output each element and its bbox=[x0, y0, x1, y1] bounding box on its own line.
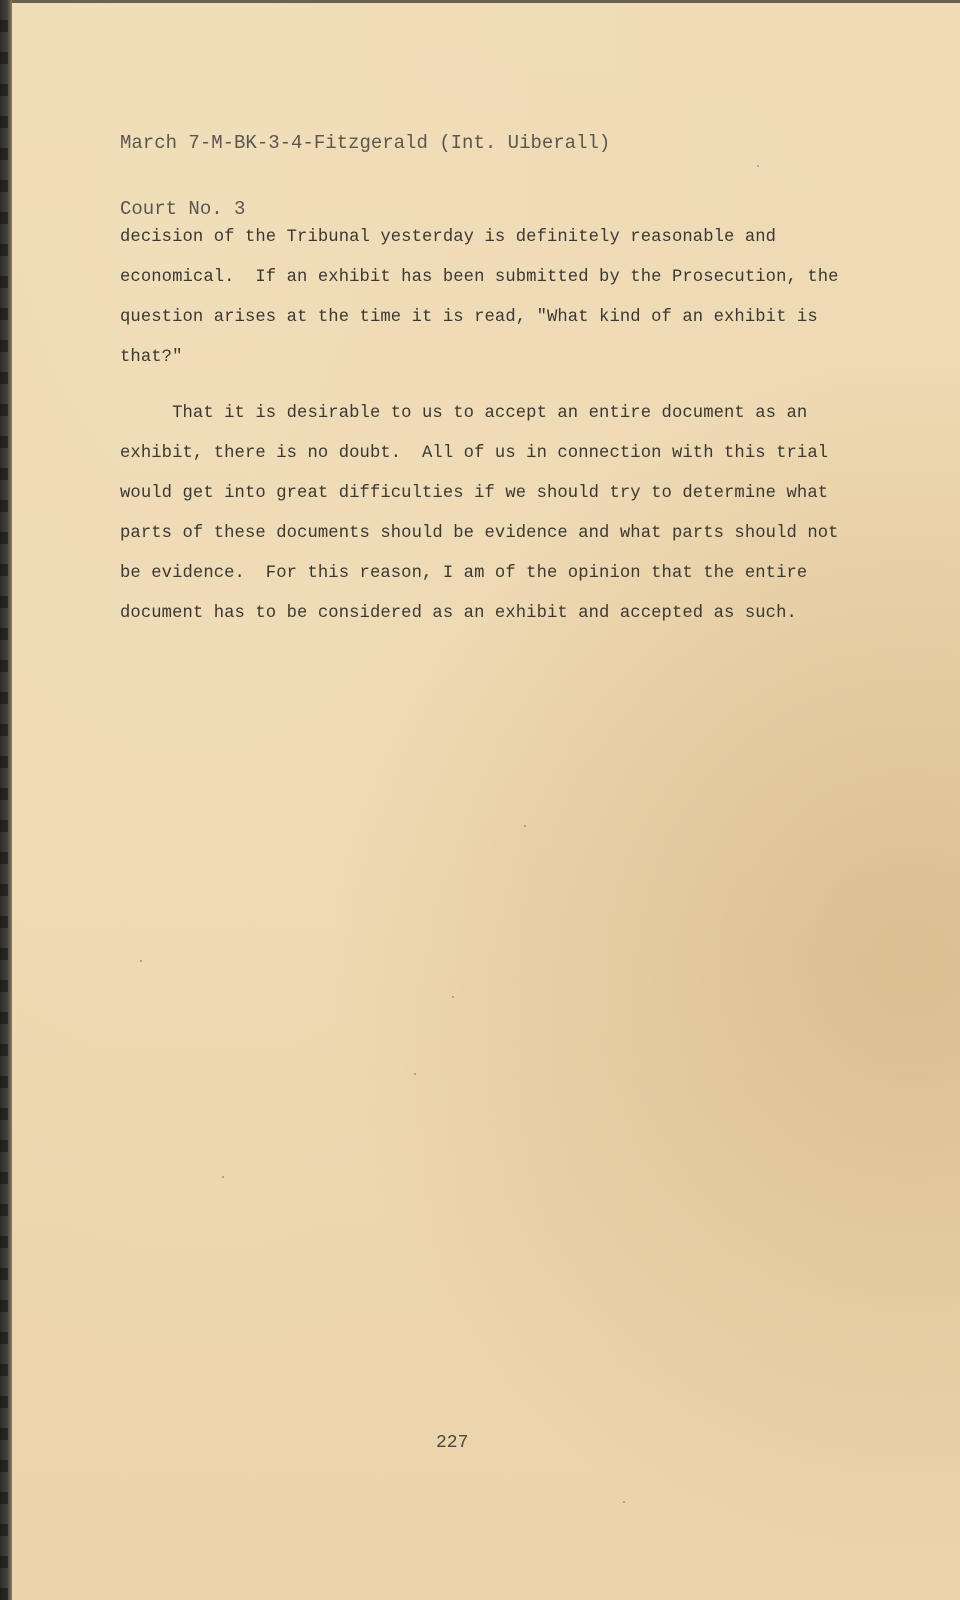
paragraph-2-line-2: exhibit, there is no doubt. All of us in connection with this trial bbox=[120, 444, 829, 463]
paragraph-2-line-6: document has to be considered as an exhibit and accepted as such. bbox=[120, 604, 797, 623]
paragraph-1-line-3: question arises at the time it is read, "What kind of an exhibit is bbox=[120, 308, 818, 327]
paragraph-2-line-3: would get into great difficulties if we should try to determine what bbox=[120, 484, 829, 503]
paragraph-1 bbox=[120, 218, 840, 378]
transcript-body bbox=[120, 218, 840, 634]
paper-speck bbox=[452, 996, 454, 998]
paper-speck bbox=[623, 1501, 625, 1503]
paragraph-1-line-2: economical. If an exhibit has been submitted by the Prosecution, the bbox=[120, 268, 839, 287]
header-line-1: March 7-M-BK-3-4-Fitzgerald (Int. Uiberall) bbox=[120, 132, 611, 154]
binding-strip bbox=[0, 0, 12, 1600]
paragraph-1-line-1: decision of the Tribunal yesterday is definitely reasonable and bbox=[120, 228, 777, 247]
paragraph-2-line-4: parts of these documents should be evidence and what parts should not bbox=[120, 524, 839, 543]
paragraph-1-line-4: that?" bbox=[120, 348, 183, 367]
paper-speck bbox=[524, 825, 526, 827]
binding-holes bbox=[0, 0, 8, 1600]
paper-speck bbox=[757, 165, 759, 167]
paper-speck bbox=[222, 1176, 224, 1178]
paragraph-2 bbox=[120, 394, 840, 634]
paragraph-2-line-1: That it is desirable to us to accept an entire document as an bbox=[120, 404, 808, 423]
page-top-edge bbox=[0, 0, 960, 3]
paragraph-2-line-5: be evidence. For this reason, I am of the opinion that the entire bbox=[120, 564, 808, 583]
paper-speck bbox=[414, 1073, 416, 1075]
paper-speck bbox=[140, 960, 142, 962]
page-number: 227 bbox=[436, 1433, 469, 1453]
header-line-2: Court No. 3 bbox=[120, 198, 246, 220]
